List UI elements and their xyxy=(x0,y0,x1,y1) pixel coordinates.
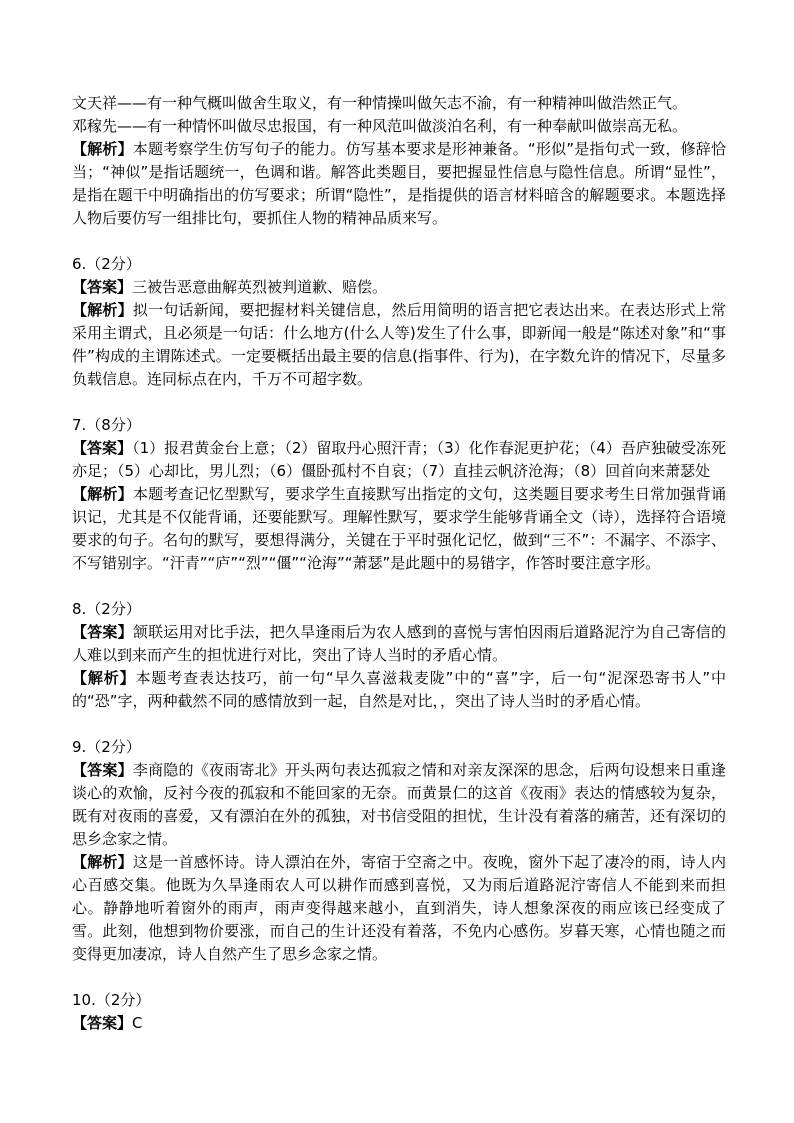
analysis-text: 本题考查记忆型默写，要求学生直接默写出指定的文句，这类题目要求考生日常加强背诵识记，尤其是不仅能背诵，还要能默写。理解性默写，要求学生能够背诵全文（诗），选择符合语境要求的句子。名句的默写，要想得满分，关键在于平时强化记忆，做到“三不”：不漏字、不添字、不写错别字。“汗青”“庐”“烈”“僵”“沧海”“萧瑟”是此题中的易错字，作答时要注意字形。 xyxy=(72,485,726,572)
question-6-header: 6.（2分） xyxy=(72,255,141,273)
answer-text: （1）报君黄金台上意；（2）留取丹心照汗青；（3）化作春泥更护花；（4）吾庐独破受冻死亦足；（5）心却比，男儿烈；（6）僵卧孤村不自哀；（7）直挂云帆济沧海；（8）回首向来萧瑟处 xyxy=(72,439,726,480)
question-6-answer xyxy=(72,276,726,299)
question-7-header: 7.（8分） xyxy=(72,416,141,434)
question-7-analysis xyxy=(72,483,726,575)
answer-text: 李商隐的《夜雨寄北》开头两句表达孤寂之情和对亲友深深的思念，后两句设想来日重逢谈心的欢愉，反衬今夜的孤寂和不能回家的无奈。而黄景仁的这首《夜雨》表达的情感较为复杂，既有对夜雨的喜爱，又有漂泊在外的孤独，对书信受阻的担忧，生计没有着落的痛苦，还有深切的思乡念家之情。 xyxy=(72,761,726,848)
question-8-analysis xyxy=(72,667,726,713)
analysis-label: 【解析】 xyxy=(72,140,133,158)
question-7-answer xyxy=(72,437,726,483)
analysis-label: 【解析】 xyxy=(72,669,136,687)
answer-text: 颔联运用对比手法，把久旱逢雨后为农人感到的喜悦与害怕因雨后道路泥泞为自己寄信的人难以到来而产生的担忧进行对比，突出了诗人当时的矛盾心情。 xyxy=(72,623,726,664)
answer-label: 【答案】 xyxy=(72,623,133,641)
document-page xyxy=(72,92,726,1035)
analysis-text: 本题考查表达技巧，前一句“早久喜滋栽麦陇”中的“喜”字，后一句“泥深恐寄书人”中的“恐”字，两种截然不同的感情放到一起，自然是对比，，突出了诗人当时的矛盾心情。 xyxy=(72,669,726,710)
intro-line-2: 邓稼先——有一种情怀叫做尽忠报国，有一种风范叫做淡泊名利，有一种奉献叫做崇高无私。 xyxy=(72,117,688,135)
analysis-label: 【解析】 xyxy=(72,301,133,319)
question-6-analysis xyxy=(72,299,726,391)
question-10-header: 10.（2分） xyxy=(72,991,151,1009)
analysis-text: 本题考察学生仿写句子的能力。仿写基本要求是形神兼备。“形似”是指句式一致，修辞恰当；“神似”是指话题统一，色调和谐。解答此类题目，要把握显性信息与隐性信息。所谓“显性”，是指在题干中明确指出的仿写要求；所谓“隐性”，是指提供的语言材料暗含的解题要求。本题选择人物后要仿写一组排比句，要抓住人物的精神品质来写。 xyxy=(72,140,726,227)
question-10-answer xyxy=(72,1012,726,1035)
analysis-label: 【解析】 xyxy=(72,853,133,871)
question-9-answer xyxy=(72,759,726,851)
answer-label: 【答案】 xyxy=(72,439,133,457)
question-9-header: 9.（2分） xyxy=(72,738,141,756)
answer-label: 【答案】 xyxy=(72,761,133,779)
question-8-answer xyxy=(72,621,726,667)
intro-line-1: 文天祥——有一种气概叫做舍生取义，有一种情操叫做矢志不渝，有一种精神叫做浩然正气。 xyxy=(72,94,688,112)
answer-text: 三被告恶意曲解英烈被判道歉、赔偿。 xyxy=(132,278,388,296)
analysis-label: 【解析】 xyxy=(72,485,133,503)
question-9-analysis xyxy=(72,851,726,966)
answer-label: 【答案】 xyxy=(72,278,133,296)
answer-text: C xyxy=(132,1014,143,1032)
intro-analysis xyxy=(72,138,726,230)
analysis-text: 这是一首感怀诗。诗人漂泊在外，寄宿于空斋之中。夜晚，窗外下起了凄冷的雨，诗人内心百感交集。他既为久旱逢雨农人可以耕作而感到喜悦，又为雨后道路泥泞寄信人不能到来而担心。静静地听着窗外的雨声，雨声变得越来越小，直到消失，诗人想象深夜的雨应该已经变成了雪。此刻，他想到物价要涨，而自己的生计还没有着落，不免内心感伤。岁暮天寒，心情也随之而变得更加凄凉，诗人自然产生了思乡念家之情。 xyxy=(72,853,726,963)
question-8-header: 8.（2分） xyxy=(72,600,141,618)
answer-label: 【答案】 xyxy=(72,1014,133,1032)
analysis-text: 拟一句话新闻，要把握材料关键信息，然后用简明的语言把它表达出来。在表达形式上常采用主谓式，且必须是一句话：什么地方(什么人等)发生了什么事，即新闻一般是“陈述对象”和“事件”构成的主谓陈述式。一定要概括出最主要的信息(指事件、行为)，在字数允许的情况下，尽量多负载信息。连同标点在内，千万不可超字数。 xyxy=(72,301,726,388)
